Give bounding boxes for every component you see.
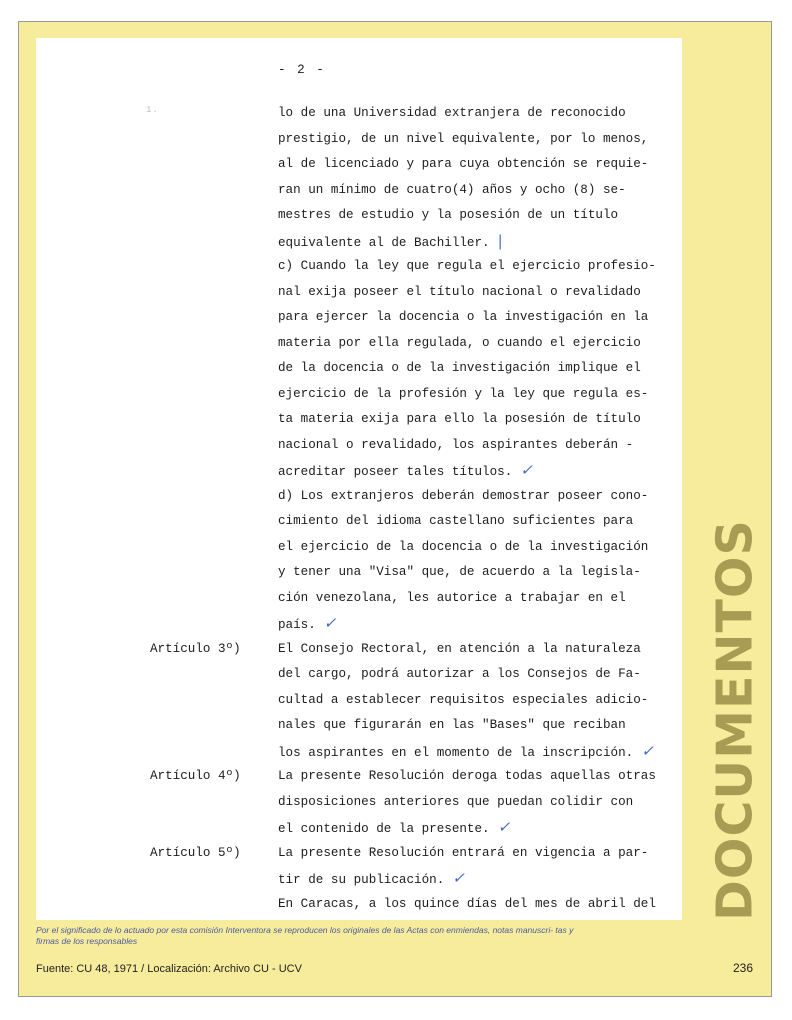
check-mark-icon: ✓: [323, 614, 337, 632]
line-text: cimiento del idioma castellano suficientes para: [278, 514, 634, 528]
line-text: nales que figurarán en las "Bases" que reciban: [278, 718, 626, 732]
line-text: disposiciones anteriores que puedan colidir con: [278, 794, 634, 809]
line-text: prestigio, de un nivel equivalente, por lo menos,: [278, 131, 649, 146]
line-text: los aspirantes en el momento de la inscripción.: [278, 745, 634, 760]
document-line: [278, 254, 678, 280]
line-text: ción venezolana, les autorice a trabajar en el: [278, 590, 626, 605]
line-text: ran un mínimo de cuatro(4) años y ocho (8) se-: [278, 182, 626, 197]
document-line: [278, 101, 678, 127]
line-text: acreditar poseer tales títulos.: [278, 465, 513, 479]
source-line: Fuente: CU 48, 1971 / Localización: Archivo CU - UCV: [36, 963, 302, 975]
line-text: ejercicio de la profesión y la ley que regula es-: [278, 386, 649, 401]
page-marker: - 2 -: [278, 63, 326, 77]
line-text: La presente Resolución deroga todas aquellas otras: [278, 769, 656, 783]
line-text: En Caracas, a los quince días del mes de abril del: [278, 896, 656, 911]
document-line: [150, 764, 678, 790]
line-text: d) Los extranjeros deberán demostrar poseer cono-: [278, 488, 649, 503]
document-body: [150, 101, 678, 917]
line-text: al de licenciado y para cuya obtención se requie-: [278, 157, 649, 171]
check-mark-icon: ✓: [497, 818, 511, 836]
document-line: [278, 152, 678, 178]
line-text: del cargo, podrá autorizar a los Consejos de Fa-: [278, 667, 641, 681]
document-line: [278, 586, 678, 612]
document-line: [278, 688, 678, 714]
document-line: [278, 433, 678, 459]
document-line: [278, 739, 678, 765]
line-text: El Consejo Rectoral, en atención a la naturaleza: [278, 641, 641, 656]
line-text: el ejercicio de la docencia o de la investigación: [278, 539, 649, 554]
line-text: país.: [278, 618, 316, 632]
document-line: [278, 382, 678, 408]
line-text: tir de su publicación.: [278, 873, 445, 887]
stray-mark: 1.: [146, 105, 159, 115]
document-line: [278, 280, 678, 306]
check-mark-icon: |: [497, 231, 503, 250]
document-line: [278, 713, 678, 739]
line-text: para ejercer la docencia o la investigación en la: [278, 310, 649, 324]
document-line: [150, 841, 678, 867]
page-number: 236: [733, 961, 754, 975]
document-line: [278, 815, 678, 841]
document-line: [278, 178, 678, 204]
line-text: de la docencia o de la investigación implique el: [278, 361, 641, 375]
document-line: [278, 229, 678, 255]
document-line: [150, 637, 678, 663]
document-line: [278, 892, 678, 918]
document-line: [278, 790, 678, 816]
line-text: lo de una Universidad extranjera de reconocido: [278, 106, 626, 120]
document-line: [278, 611, 678, 637]
document-line: [278, 866, 678, 892]
line-text: c) Cuando la ley que regula el ejercicio profesio-: [278, 259, 656, 273]
check-mark-icon: ✓: [641, 741, 654, 760]
article-label: Artículo 4º): [150, 769, 241, 783]
document-line: [278, 662, 678, 688]
line-text: y tener una "Visa" que, de acuerdo a la legisla-: [278, 565, 641, 579]
article-label: Artículo 5º): [150, 845, 241, 860]
line-text: La presente Resolución entrará en vigencia a par-: [278, 845, 649, 860]
line-text: cultad a establecer requisitos especiales adicio-: [278, 692, 649, 707]
line-text: ta materia exija para ello la posesión de título: [278, 412, 641, 426]
line-text: nal exija poseer el título nacional o revalidado: [278, 284, 641, 299]
document-line: [278, 458, 678, 484]
document-line: [278, 331, 678, 357]
line-text: nacional o revalidado, los aspirantes deberán -: [278, 437, 634, 452]
document-line: [278, 127, 678, 153]
document-line: [278, 203, 678, 229]
document-line: [278, 305, 678, 331]
document-line: [278, 535, 678, 561]
document-line: [278, 356, 678, 382]
check-mark-icon: ✓: [452, 869, 465, 887]
line-text: el contenido de la presente.: [278, 822, 490, 836]
check-mark-icon: ✓: [520, 461, 533, 479]
line-text: materia por ella regulada, o cuando el ejercicio: [278, 335, 641, 350]
document-line: [278, 484, 678, 510]
document-line: [278, 560, 678, 586]
footer-note: Por el significado de lo actuado por esta comisión Interventora se reproducen los originales de las Actas con enmiendas, notas manuscri- tas y firmas de los responsables: [36, 925, 574, 946]
line-text: equivalente al de Bachiller.: [278, 235, 490, 250]
section-title: [696, 520, 774, 920]
document-line: [278, 407, 678, 433]
document-scan: [36, 38, 682, 920]
line-text: mestres de estudio y la posesión de un título: [278, 208, 619, 222]
section-title-text: DOCUMENTOS: [706, 519, 764, 921]
document-line: [278, 509, 678, 535]
article-label: Artículo 3º): [150, 641, 241, 656]
